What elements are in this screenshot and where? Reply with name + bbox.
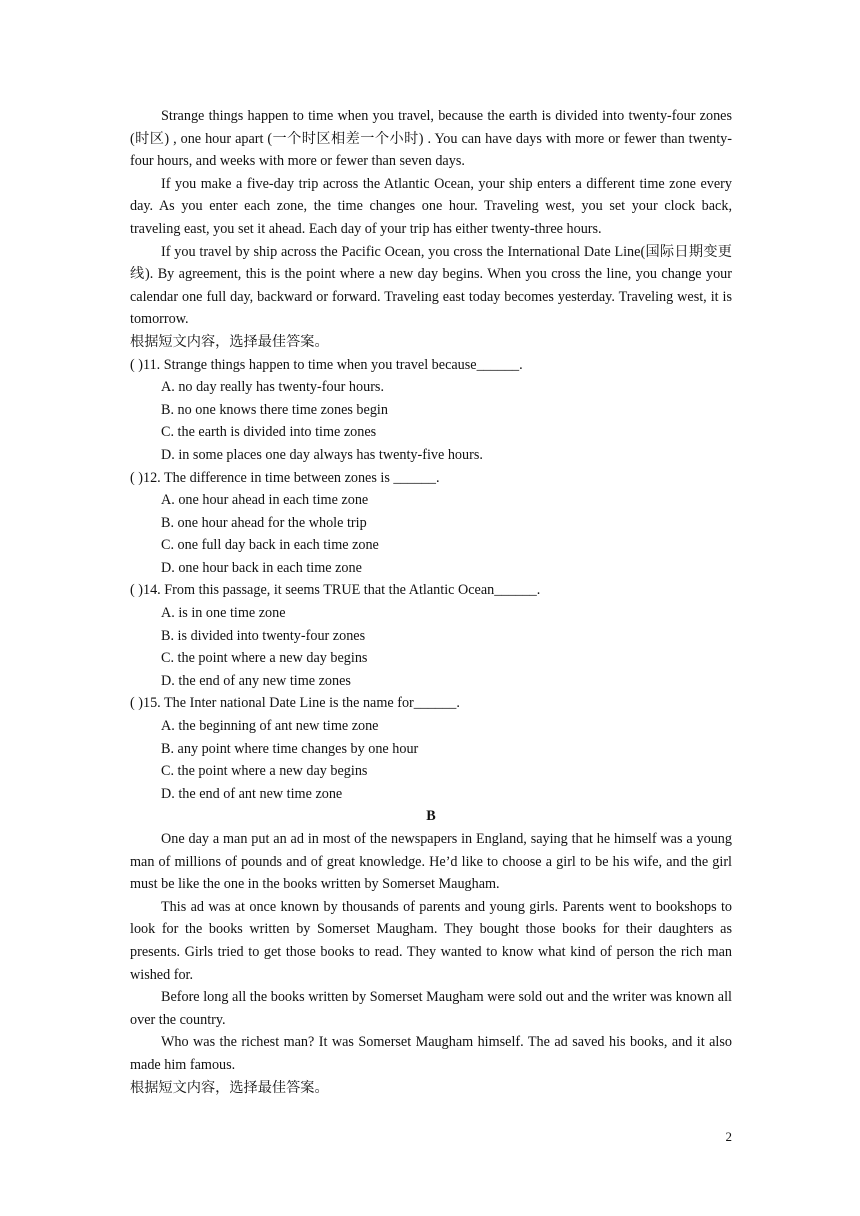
question-option: D. the end of any new time zones — [161, 672, 351, 689]
question-stem: ( )12. The difference in time between zones is ______. — [130, 469, 440, 486]
passage-b-paragraph: One day a man put an ad in most of the newspapers in England, saying that he himself was a young man of millions of pounds and of great knowledge. He’d like to choose a girl to be his wife, and the girl must be like the one in the books written by Somerset Maugham. — [130, 831, 732, 893]
question-stem: ( )14. From this passage, it seems TRUE that the Atlantic Ocean______. — [130, 582, 541, 599]
section-heading: B — [426, 808, 436, 825]
question-stem: ( )11. Strange things happen to time when you travel because______. — [130, 356, 523, 373]
question-option: C. the point where a new day begins — [161, 650, 368, 667]
question-option: D. one hour back in each time zone — [161, 559, 362, 576]
question-option: A. is in one time zone — [161, 605, 286, 622]
passage-b-paragraph: Who was the richest man? It was Somerset Maugham himself. The ad saved his books, and it also made him famous. — [130, 1034, 732, 1073]
question-option: D. the end of ant new time zone — [161, 785, 343, 802]
question-option: B. any point where time changes by one hour — [161, 740, 419, 757]
document-body — [130, 105, 732, 1099]
page-number: 2 — [725, 1129, 732, 1144]
passage-b-paragraph: Before long all the books written by Somerset Maugham were sold out and the writer was known all over the country. — [130, 989, 732, 1028]
question-option: B. one hour ahead for the whole trip — [161, 514, 367, 531]
question-stem: ( )15. The Inter national Date Line is the name for______. — [130, 695, 460, 712]
question-option: C. the point where a new day begins — [161, 763, 368, 780]
passage-a-paragraph: If you travel by ship across the Pacific Ocean, you cross the International Date Line(国际日期变更线). By agreement, this is the point where a new day begins. When you cross the line, you change your calendar one full day, backward or forward. Traveling east today becomes yesterday. Traveling west, it is tomorrow. — [130, 243, 732, 328]
question-option: D. in some places one day always has twenty-five hours. — [161, 446, 483, 463]
instruction: 根据短文内容，选择最佳答案。 — [130, 333, 329, 350]
instruction: 根据短文内容，选择最佳答案。 — [130, 1079, 329, 1096]
question-option: C. one full day back in each time zone — [161, 537, 379, 554]
passage-a-paragraph: Strange things happen to time when you travel, because the earth is divided into twenty-four zones (时区) , one hour apart (一个时区相差一个小时) . You can have days with more or fewer than twenty-four hours, and weeks with more or fewer than seven days. — [130, 108, 732, 170]
question-option: A. one hour ahead in each time zone — [161, 492, 369, 509]
question-option: B. no one knows there time zones begin — [161, 401, 388, 418]
passage-a-paragraph: If you make a five-day trip across the Atlantic Ocean, your ship enters a different time zone every day. As you enter each zone, the time changes one hour. Traveling west, you set your clock back, traveling east, you set it ahead. Each day of your trip has either twenty-three hours. — [130, 175, 732, 237]
passage-b-paragraph: This ad was at once known by thousands of parents and young girls. Parents went to bookshops to look for the books written by Somerset Maugham. They bought those books for their daughters as presents. Girls tried to get those books to read. They wanted to know what kind of person the rich man wished for. — [130, 898, 732, 983]
question-option: C. the earth is divided into time zones — [161, 424, 377, 441]
question-option: B. is divided into twenty-four zones — [161, 627, 366, 644]
question-option: A. the beginning of ant new time zone — [161, 718, 379, 735]
question-option: A. no day really has twenty-four hours. — [161, 379, 385, 396]
